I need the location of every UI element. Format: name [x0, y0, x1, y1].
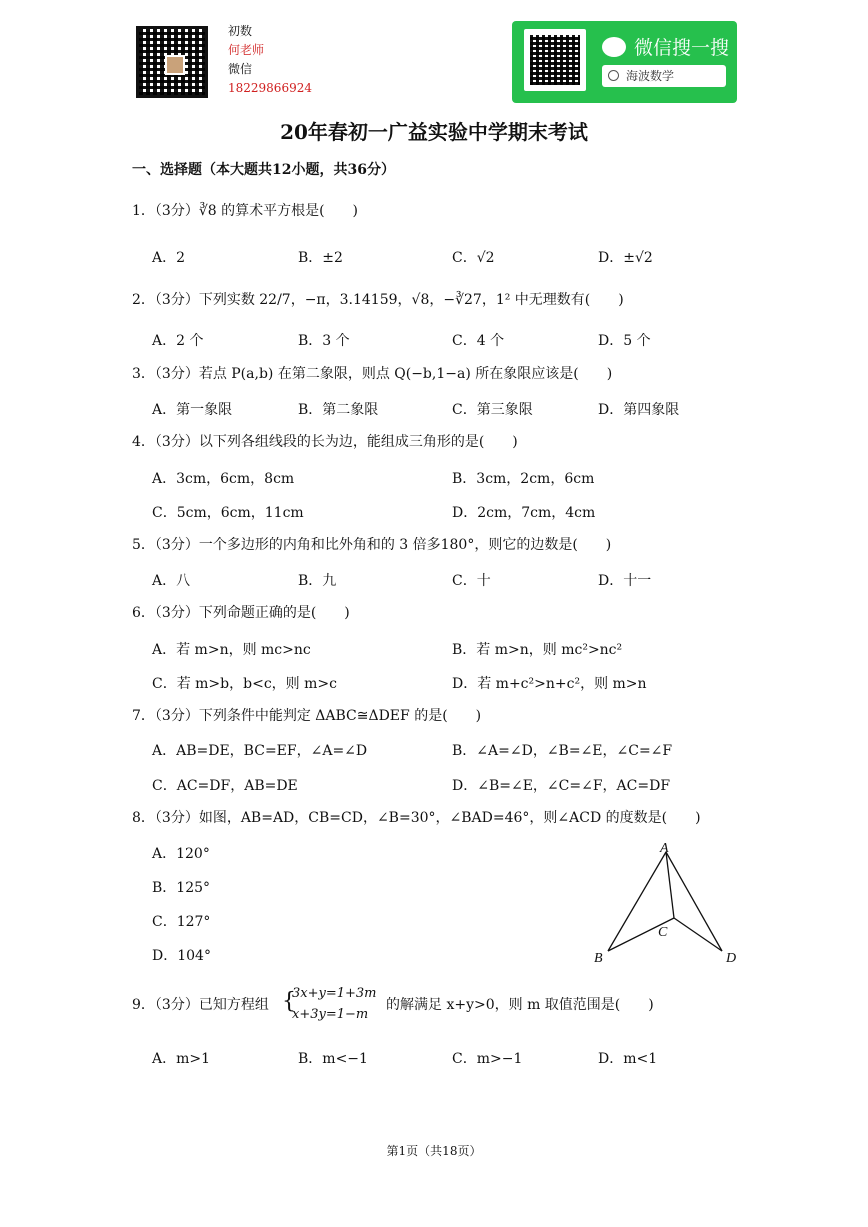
option: B．九: [298, 573, 337, 589]
option: B．m<−1: [298, 1051, 368, 1067]
option: A．八: [152, 573, 191, 589]
option: D．第四象限: [598, 402, 680, 418]
contact-line: 微信: [228, 62, 253, 76]
option: A．AB=DE，BC=EF，∠A=∠D: [152, 743, 368, 759]
option: B．3cm，2cm，6cm: [452, 471, 595, 487]
option: D．5 个: [598, 333, 651, 349]
question-stem: 8．（3分）如图，AB=AD，CB=CD，∠B=30°，∠BAD=46°，则∠ACD 的度数是( ): [132, 810, 701, 826]
option: C．127°: [152, 914, 211, 930]
question-stem: 9．（3分）已知方程组: [132, 997, 269, 1013]
vertex-label-b: B: [594, 951, 603, 966]
option: D．∠B=∠E，∠C=∠F，AC=DF: [452, 778, 671, 794]
option: C．m>−1: [452, 1051, 523, 1067]
option: A．第一象限: [152, 402, 233, 418]
option: D．2cm，7cm，4cm: [452, 505, 596, 521]
wechat-button-label: 微信搜一搜: [634, 37, 730, 59]
question-stem: 6．（3分）下列命题正确的是( ): [132, 605, 350, 621]
section-heading: 一、选择题（本大题共12小题，共36分）: [132, 162, 395, 178]
option: C．AC=DF，AB=DE: [152, 778, 298, 794]
option: A．120°: [152, 846, 210, 862]
option: C．√2: [452, 250, 495, 266]
option: A．m>1: [152, 1051, 211, 1067]
vertex-label-a: A: [660, 841, 669, 856]
option: D．±√2: [598, 250, 653, 266]
option: B．若 m>n，则 mc²>nc²: [452, 642, 623, 658]
equation-system: [292, 983, 377, 1025]
search-icon: [608, 70, 619, 81]
option: C．4 个: [452, 333, 505, 349]
vertex-label-c: C: [658, 925, 668, 940]
question-stem: 4．（3分）以下列各组线段的长为边，能组成三角形的是( ): [132, 434, 518, 450]
vertex-label-d: D: [726, 951, 737, 966]
option: C．第三象限: [452, 402, 533, 418]
contact-info: [228, 22, 312, 98]
option: A．若 m>n，则 mc>nc: [152, 642, 311, 658]
equation-line: 3x+y=1+3m: [292, 986, 377, 1001]
question-stem: 5．（3分）一个多边形的内角和比外角和的 3 倍多180°，则它的边数是( ): [132, 537, 612, 553]
wechat-search-banner[interactable]: [512, 21, 737, 103]
option: A．2 个: [152, 333, 204, 349]
question-stem: 2．（3分）下列实数 22/7，−π，3.14159，√8，−∛27，1² 中无理数有( ): [132, 292, 624, 308]
option: A．2: [152, 250, 186, 266]
question-stem-tail: 的解满足 x+y>0，则 m 取值范围是( ): [386, 997, 654, 1013]
option: B．∠A=∠D，∠B=∠E，∠C=∠F: [452, 743, 673, 759]
wechat-search-text: 海波数学: [626, 69, 675, 83]
option: D．m<1: [598, 1051, 658, 1067]
question-stem: 1．（3分）∛8 的算术平方根是( ): [132, 203, 359, 219]
qr-code: [136, 26, 208, 98]
question-stem: 3．（3分）若点 P(a,b) 在第二象限，则点 Q(−b,1−a) 所在象限应该是( ): [132, 366, 613, 382]
option: B．±2: [298, 250, 343, 266]
option: C．十: [452, 573, 491, 589]
option: C．5cm，6cm，11cm: [152, 505, 304, 521]
wechat-qr-code: [524, 29, 586, 91]
option: D．104°: [152, 948, 211, 964]
question-stem: 7．（3分）下列条件中能判定 ΔABC≅ΔDEF 的是( ): [132, 708, 482, 724]
equation-brace: {: [282, 989, 296, 1014]
page-title: 20年春初一广益实验中学期末考试: [280, 120, 588, 144]
triangle-figure: [590, 838, 740, 966]
option: C．若 m>b，b<c，则 m>c: [152, 676, 337, 692]
option: D．十一: [598, 573, 652, 589]
wechat-icon: [602, 37, 626, 57]
option: D．若 m+c²>n+c²，则 m>n: [452, 676, 647, 692]
contact-line: 初数: [228, 24, 253, 38]
contact-line: 何老师: [228, 43, 265, 57]
option: B．125°: [152, 880, 211, 896]
page-footer: 第1页（共18页）: [386, 1144, 482, 1158]
equation-line: x+3y=1−m: [292, 1007, 369, 1022]
option: B．3 个: [298, 333, 350, 349]
option: B．第二象限: [298, 402, 379, 418]
wechat-search-box[interactable]: [602, 65, 726, 87]
contact-phone: 18229866924: [228, 81, 312, 95]
option: A．3cm，6cm，8cm: [152, 471, 295, 487]
